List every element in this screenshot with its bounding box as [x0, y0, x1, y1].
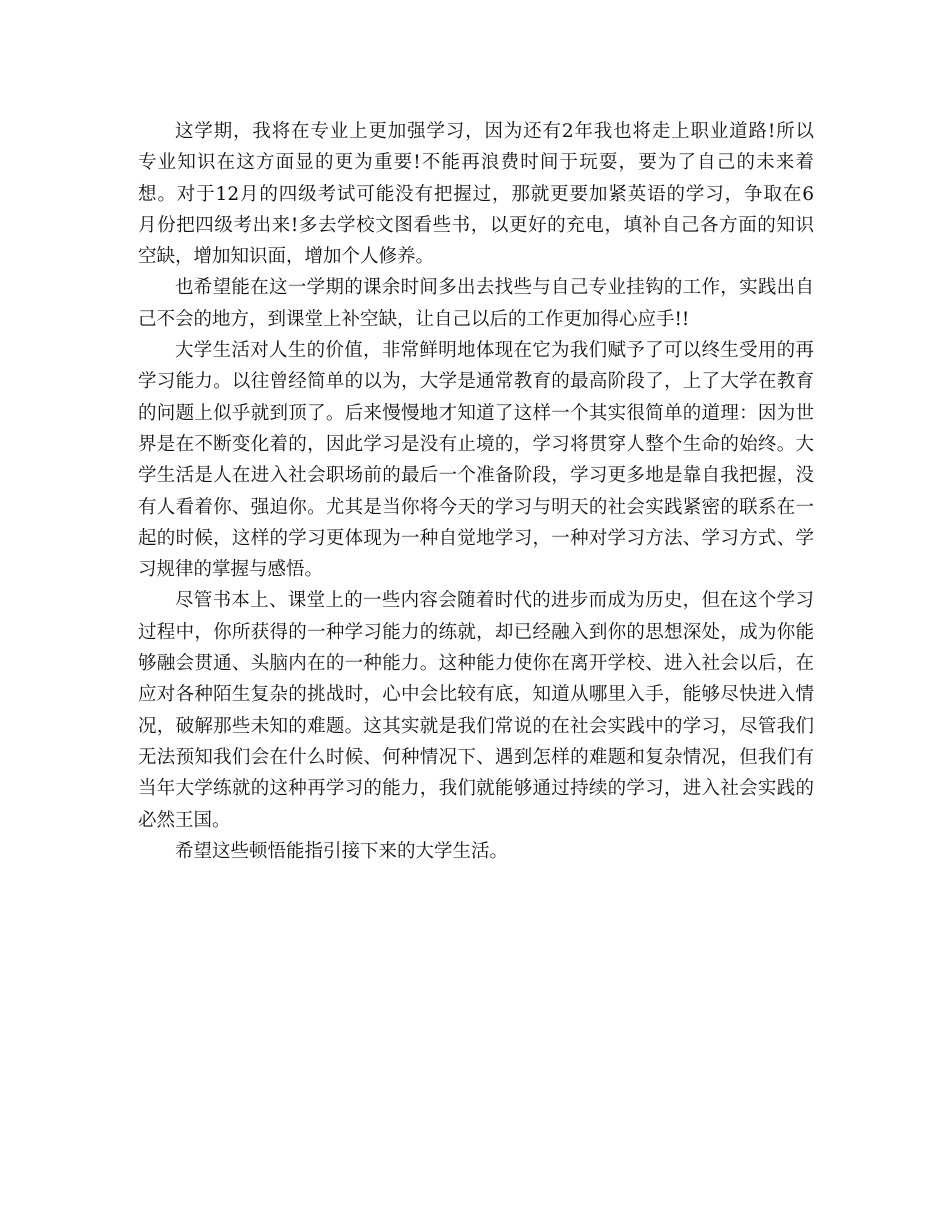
text-line: 况，破解那些未知的难题。这其实就是我们常说的在社会实践中的学习，尽管我们 [138, 715, 814, 737]
text-line: 想。对于12月的四级考试可能没有把握过，那就更要加紧英语的学习，争取在6 [138, 183, 814, 205]
text-line: 无法预知我们会在什么时候、何种情况下、遇到怎样的难题和复杂情况，但我们有 [138, 746, 814, 768]
paragraph [138, 116, 814, 272]
text-line: 起的时候，这样的学习更体现为一种自觉地学习，一种对学习方法、学习方式、学 [138, 527, 814, 549]
text-line: 习规律的掌握与感悟。 [138, 559, 324, 581]
paragraph [138, 335, 814, 585]
text-line: 学生活是人在进入社会职场前的最后一个准备阶段，学习更多地是靠自我把握，没 [138, 465, 814, 487]
text-line: 也希望能在这一学期的课余时间多出去找些与自己专业挂钩的工作，实践出自 [175, 277, 814, 299]
paragraph [138, 836, 814, 867]
text-line: 应对各种陌生复杂的挑战时，心中会比较有底，知道从哪里入手，能够尽快进入情 [138, 684, 814, 706]
text-line: 过程中，你所获得的一种学习能力的练就，却已经融入到你的思想深处，成为你能 [138, 621, 814, 643]
text-line: 够融会贯通、头脑内在的一种能力。这种能力使你在离开学校、进入社会以后，在 [138, 653, 814, 675]
text-line: 己不会的地方，到课堂上补空缺，让自己以后的工作更加得心应手!! [138, 308, 690, 330]
text-line: 这学期，我将在专业上更加强学习，因为还有2年我也将走上职业道路!所以 [175, 121, 814, 142]
text-line: 专业知识在这方面显的更为重要!不能再浪费时间于玩耍，要为了自己的未来着 [138, 152, 814, 174]
text-line: 必然王国。 [138, 809, 231, 831]
text-line: 界是在不断变化着的，因此学习是没有止境的，学习将贯穿人整个生命的始终。大 [138, 433, 814, 455]
text-line: 学习能力。以往曾经简单的以为，大学是通常教育的最高阶段了，上了大学在教育 [138, 371, 814, 393]
text-line: 月份把四级考出来!多去学校文图看些书，以更好的充电，填补自己各方面的知识 [138, 214, 814, 236]
text-line: 的问题上似乎就到顶了。后来慢慢地才知道了这样一个其实很简单的道理：因为世 [138, 402, 814, 424]
paragraph [138, 585, 814, 835]
text-line: 空缺，增加知识面，增加个人修养。 [138, 246, 435, 268]
paragraph [138, 272, 814, 335]
text-line: 有人看着你、强迫你。尤其是当你将今天的学习与明天的社会实践紧密的联系在一 [138, 496, 814, 518]
document-body [138, 116, 814, 867]
text-line: 希望这些顿悟能指引接下来的大学生活。 [175, 840, 509, 862]
text-line: 大学生活对人生的价值，非常鲜明地体现在它为我们赋予了可以终生受用的再 [175, 340, 814, 362]
text-line: 尽管书本上、课堂上的一些内容会随着时代的进步而成为历史，但在这个学习 [175, 590, 814, 612]
text-line: 当年大学练就的这种再学习的能力，我们就能够通过持续的学习，进入社会实践的 [138, 778, 814, 800]
